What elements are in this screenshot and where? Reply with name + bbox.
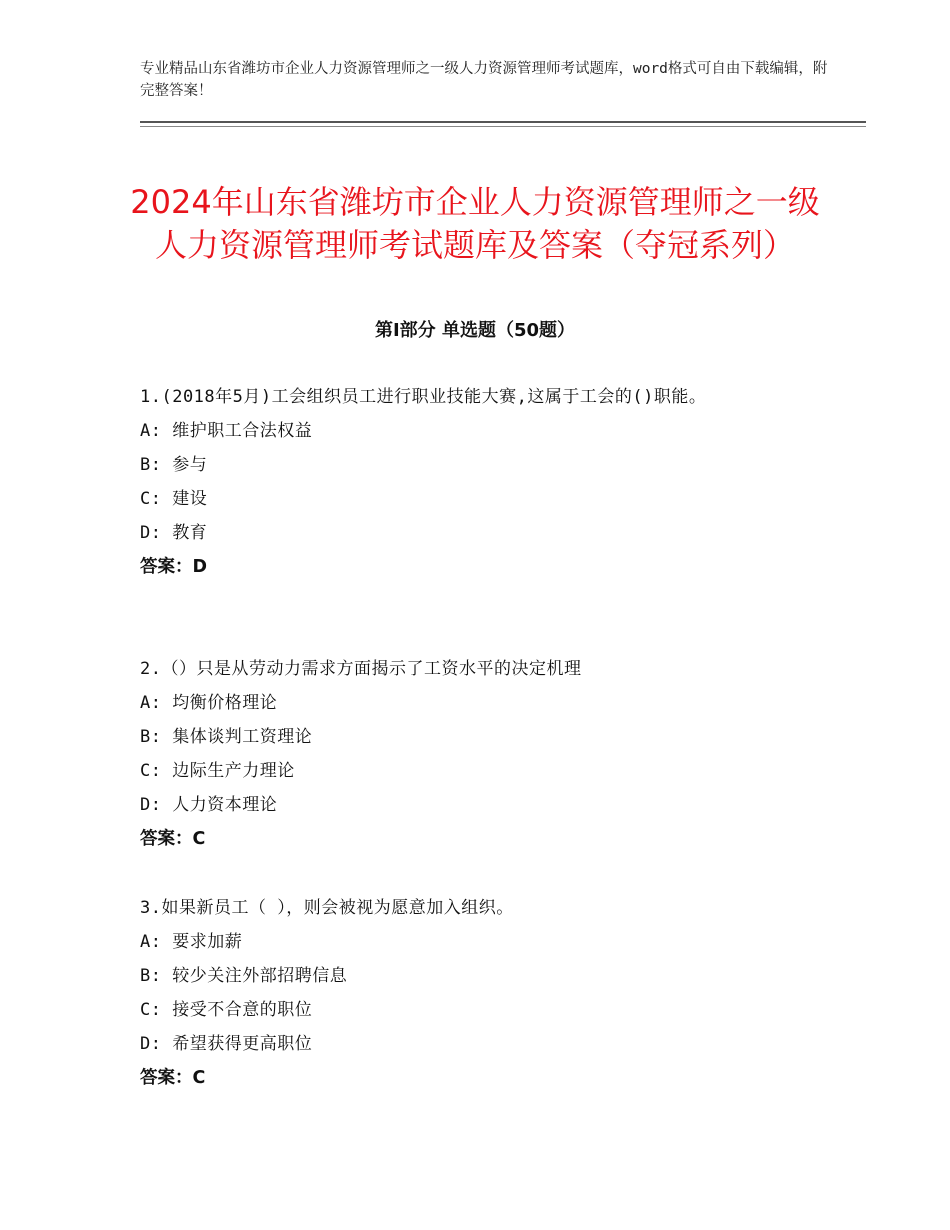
- option-b: B: 较少关注外部招聘信息: [140, 966, 348, 986]
- header-divider: [140, 121, 866, 123]
- header-note: 专业精品山东省潍坊市企业人力资源管理师之一级人力资源管理师考试题库，word格式可自由下载编辑，附完整答案！: [140, 61, 828, 99]
- section-heading: 第Ⅰ部分 单选题（50题）: [374, 320, 575, 341]
- option-d: D: 希望获得更高职位: [140, 1034, 313, 1054]
- option-b: B: 集体谈判工资理论: [140, 727, 313, 747]
- question-2: [140, 652, 820, 856]
- option-c: C: 边际生产力理论: [140, 761, 295, 781]
- option-b: B: 参与: [140, 455, 208, 475]
- option-d: D: 人力资本理论: [140, 795, 278, 815]
- option-a: A: 均衡价格理论: [140, 693, 278, 713]
- document-title: 2024年山东省潍坊市企业人力资源管理师之一级人力资源管理师考试题库及答案（夺冠系列）: [130, 183, 820, 265]
- answer: 答案：C: [140, 1068, 206, 1088]
- option-c: C: 接受不合意的职位: [140, 1000, 313, 1020]
- option-c: C: 建设: [140, 489, 208, 509]
- question-stem: 2.（）只是从劳动力需求方面揭示了工资水平的决定机理: [140, 659, 582, 679]
- option-a: A: 维护职工合法权益: [140, 421, 313, 441]
- question-stem: 3.如果新员工（ ），则会被视为愿意加入组织。: [140, 898, 514, 918]
- question-3: [140, 891, 820, 1095]
- answer: 答案：D: [140, 557, 208, 577]
- header-divider-thin: [140, 126, 866, 127]
- answer: 答案：C: [140, 829, 206, 849]
- option-d: D: 教育: [140, 523, 208, 543]
- option-a: A: 要求加薪: [140, 932, 243, 952]
- question-stem: 1.(2018年5月)工会组织员工进行职业技能大赛,这属于工会的()职能。: [140, 387, 707, 407]
- question-1: [140, 380, 820, 584]
